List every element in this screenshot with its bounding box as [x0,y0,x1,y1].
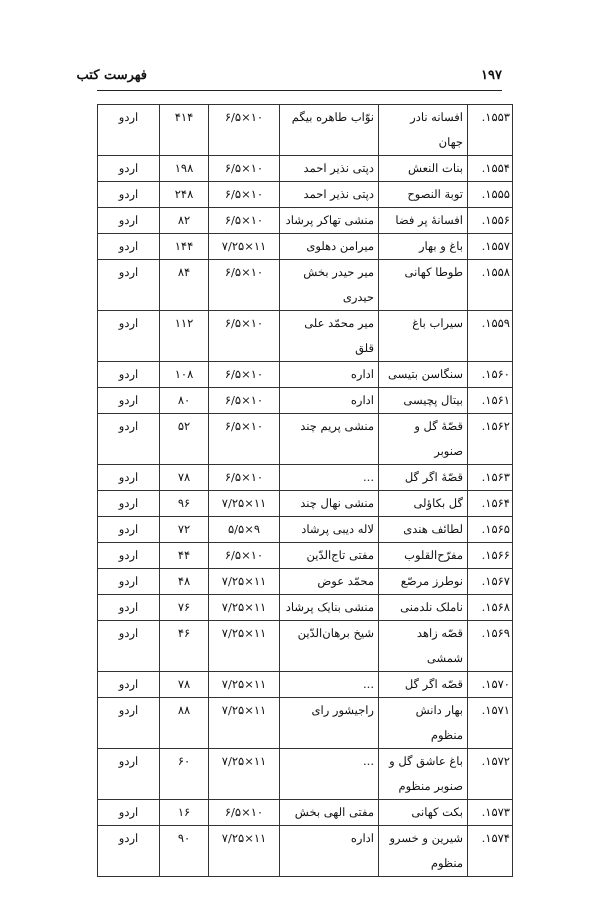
page-count: ۶۰ [160,749,209,800]
entry-number: ۱۵۶۸. [468,595,513,621]
table-row [98,698,513,749]
book-title: سیراب باغ [379,311,468,362]
table-row [98,260,513,311]
page-count: ۱۴۴ [160,234,209,260]
book-language: اردو [98,362,160,388]
entry-number: ۱۵۷۰. [468,672,513,698]
book-language: اردو [98,517,160,543]
book-author: میر حیدر بخش حیدری [280,260,379,311]
book-title: گل بکاؤلی [379,491,468,517]
page-number: ۱۹۷ [481,68,502,83]
page-count: ۴۶ [160,621,209,672]
book-title: قصّهٔ اگر گل [379,465,468,491]
page-count: ۸۸ [160,698,209,749]
book-language: اردو [98,182,160,208]
book-size: ۱۰×۶/۵ [209,156,280,182]
book-title: شیرین و خسرو منظوم [379,826,468,877]
book-title: بکت کهانی [379,800,468,826]
page-count: ۹۶ [160,491,209,517]
entry-number: ۱۵۶۷. [468,569,513,595]
table-row [98,749,513,800]
book-author: میر محمّد علی قلق [280,311,379,362]
book-language: اردو [98,208,160,234]
table-row [98,800,513,826]
table-row [98,517,513,543]
page-count: ۵۲ [160,414,209,465]
book-title: ناملک نلدمنی [379,595,468,621]
book-language: اردو [98,595,160,621]
book-author: ... [280,672,379,698]
page-count: ۸۴ [160,260,209,311]
book-language: اردو [98,105,160,156]
entry-number: ۱۵۵۶. [468,208,513,234]
book-author: راجیشور رای [280,698,379,749]
book-author: منشی تهاکر پرشاد [280,208,379,234]
book-language: اردو [98,543,160,569]
table-row [98,621,513,672]
book-size: ۱۱×۷/۲۵ [209,698,280,749]
book-language: اردو [98,749,160,800]
table-row [98,569,513,595]
table-row [98,311,513,362]
book-author: اداره [280,362,379,388]
catalog-body [98,105,513,877]
book-title: بهار دانش منظوم [379,698,468,749]
table-row [98,156,513,182]
book-title: بنات النعش [379,156,468,182]
entry-number: ۱۵۶۴. [468,491,513,517]
table-row [98,362,513,388]
book-language: اردو [98,672,160,698]
book-author: ... [280,465,379,491]
book-author: شیخ برهان‌الدّین [280,621,379,672]
book-title: توبة النصوح [379,182,468,208]
book-size: ۱۱×۷/۲۵ [209,234,280,260]
entry-number: ۱۵۵۴. [468,156,513,182]
entry-number: ۱۵۷۲. [468,749,513,800]
book-language: اردو [98,621,160,672]
book-language: اردو [98,800,160,826]
page-count: ۸۲ [160,208,209,234]
book-title: باغ عاشق گل و صنوبر منظوم [379,749,468,800]
book-author: منشی نهال چند [280,491,379,517]
page-count: ۸۰ [160,388,209,414]
entry-number: ۱۵۵۵. [468,182,513,208]
page-count: ۷۶ [160,595,209,621]
book-title: باغ و بهار [379,234,468,260]
book-size: ۱۰×۶/۵ [209,388,280,414]
book-size: ۱۰×۶/۵ [209,362,280,388]
book-size: ۱۱×۷/۲۵ [209,621,280,672]
book-size: ۱۰×۶/۵ [209,105,280,156]
book-size: ۱۰×۶/۵ [209,465,280,491]
table-row [98,105,513,156]
book-size: ۱۱×۷/۲۵ [209,569,280,595]
book-size: ۱۰×۶/۵ [209,800,280,826]
entry-number: ۱۵۵۹. [468,311,513,362]
book-size: ۱۰×۶/۵ [209,182,280,208]
entry-number: ۱۵۷۱. [468,698,513,749]
table-row [98,208,513,234]
table-row [98,672,513,698]
book-language: اردو [98,414,160,465]
page-count: ۴۱۴ [160,105,209,156]
page-header [76,64,502,91]
page-count: ۹۰ [160,826,209,877]
book-title: بیتال پچیسی [379,388,468,414]
book-title: افسانهٔ پر فضا [379,208,468,234]
book-author: محمّد عوض [280,569,379,595]
table-row [98,234,513,260]
book-size: ۱۱×۷/۲۵ [209,491,280,517]
page-count: ۱۰۸ [160,362,209,388]
page-count: ۲۴۸ [160,182,209,208]
book-language: اردو [98,465,160,491]
book-author: مفتی الهی بخش [280,800,379,826]
book-size: ۱۰×۶/۵ [209,543,280,569]
book-author: میرامن دهلوی [280,234,379,260]
book-title: قصّه اگر گل [379,672,468,698]
entry-number: ۱۵۶۹. [468,621,513,672]
entry-number: ۱۵۶۲. [468,414,513,465]
book-language: اردو [98,826,160,877]
book-title: قصّه زاهد شمشی [379,621,468,672]
table-row [98,414,513,465]
table-row [98,595,513,621]
book-language: اردو [98,491,160,517]
page-count: ۴۴ [160,543,209,569]
entry-number: ۱۵۵۷. [468,234,513,260]
book-language: اردو [98,569,160,595]
book-author: لاله دیبی پرشاد [280,517,379,543]
entry-number: ۱۵۷۴. [468,826,513,877]
book-author: منشی پریم چند [280,414,379,465]
book-author: نوّاب طاهره بیگم [280,105,379,156]
book-title: نوطرز مرصّع [379,569,468,595]
book-language: اردو [98,311,160,362]
page-count: ۱۹۸ [160,156,209,182]
book-title: طوطا کهانی [379,260,468,311]
book-size: ۱۱×۷/۲۵ [209,672,280,698]
book-title: سنگاسن بتیسی [379,362,468,388]
book-size: ۱۱×۷/۲۵ [209,595,280,621]
book-size: ۱۰×۶/۵ [209,311,280,362]
page-count: ۴۸ [160,569,209,595]
book-size: ۱۱×۷/۲۵ [209,826,280,877]
table-row [98,388,513,414]
book-title: لطائف هندی [379,517,468,543]
book-size: ۹×۵/۵ [209,517,280,543]
table-row [98,543,513,569]
book-author: اداره [280,826,379,877]
running-title: فهرست کتب [76,68,147,83]
page-count: ۱۱۲ [160,311,209,362]
entry-number: ۱۵۶۱. [468,388,513,414]
book-author: اداره [280,388,379,414]
book-title: مفرّح‌القلوب [379,543,468,569]
book-size: ۱۰×۶/۵ [209,208,280,234]
book-title: افسانه نادر جهان [379,105,468,156]
book-author: ... [280,749,379,800]
page-count: ۷۸ [160,672,209,698]
table-row [98,491,513,517]
book-size: ۱۰×۶/۵ [209,414,280,465]
book-title: قصّهٔ گل و صنوبر [379,414,468,465]
book-catalog-table [97,104,513,877]
page-count: ۷۸ [160,465,209,491]
entry-number: ۱۵۶۳. [468,465,513,491]
book-size: ۱۰×۶/۵ [209,260,280,311]
table-row [98,465,513,491]
table-row [98,182,513,208]
table-row [98,826,513,877]
entry-number: ۱۵۶۵. [468,517,513,543]
book-language: اردو [98,234,160,260]
book-language: اردو [98,388,160,414]
book-size: ۱۱×۷/۲۵ [209,749,280,800]
book-language: اردو [98,698,160,749]
page-count: ۱۶ [160,800,209,826]
book-author: مفتی تاج‌الدّین [280,543,379,569]
entry-number: ۱۵۷۳. [468,800,513,826]
book-author: دپتی نذیر احمد [280,182,379,208]
entry-number: ۱۵۶۰. [468,362,513,388]
entry-number: ۱۵۵۸. [468,260,513,311]
page-count: ۷۲ [160,517,209,543]
entry-number: ۱۵۵۳. [468,105,513,156]
book-language: اردو [98,156,160,182]
book-author: منشی بنایک پرشاد [280,595,379,621]
entry-number: ۱۵۶۶. [468,543,513,569]
book-author: دپتی نذیر احمد [280,156,379,182]
book-language: اردو [98,260,160,311]
